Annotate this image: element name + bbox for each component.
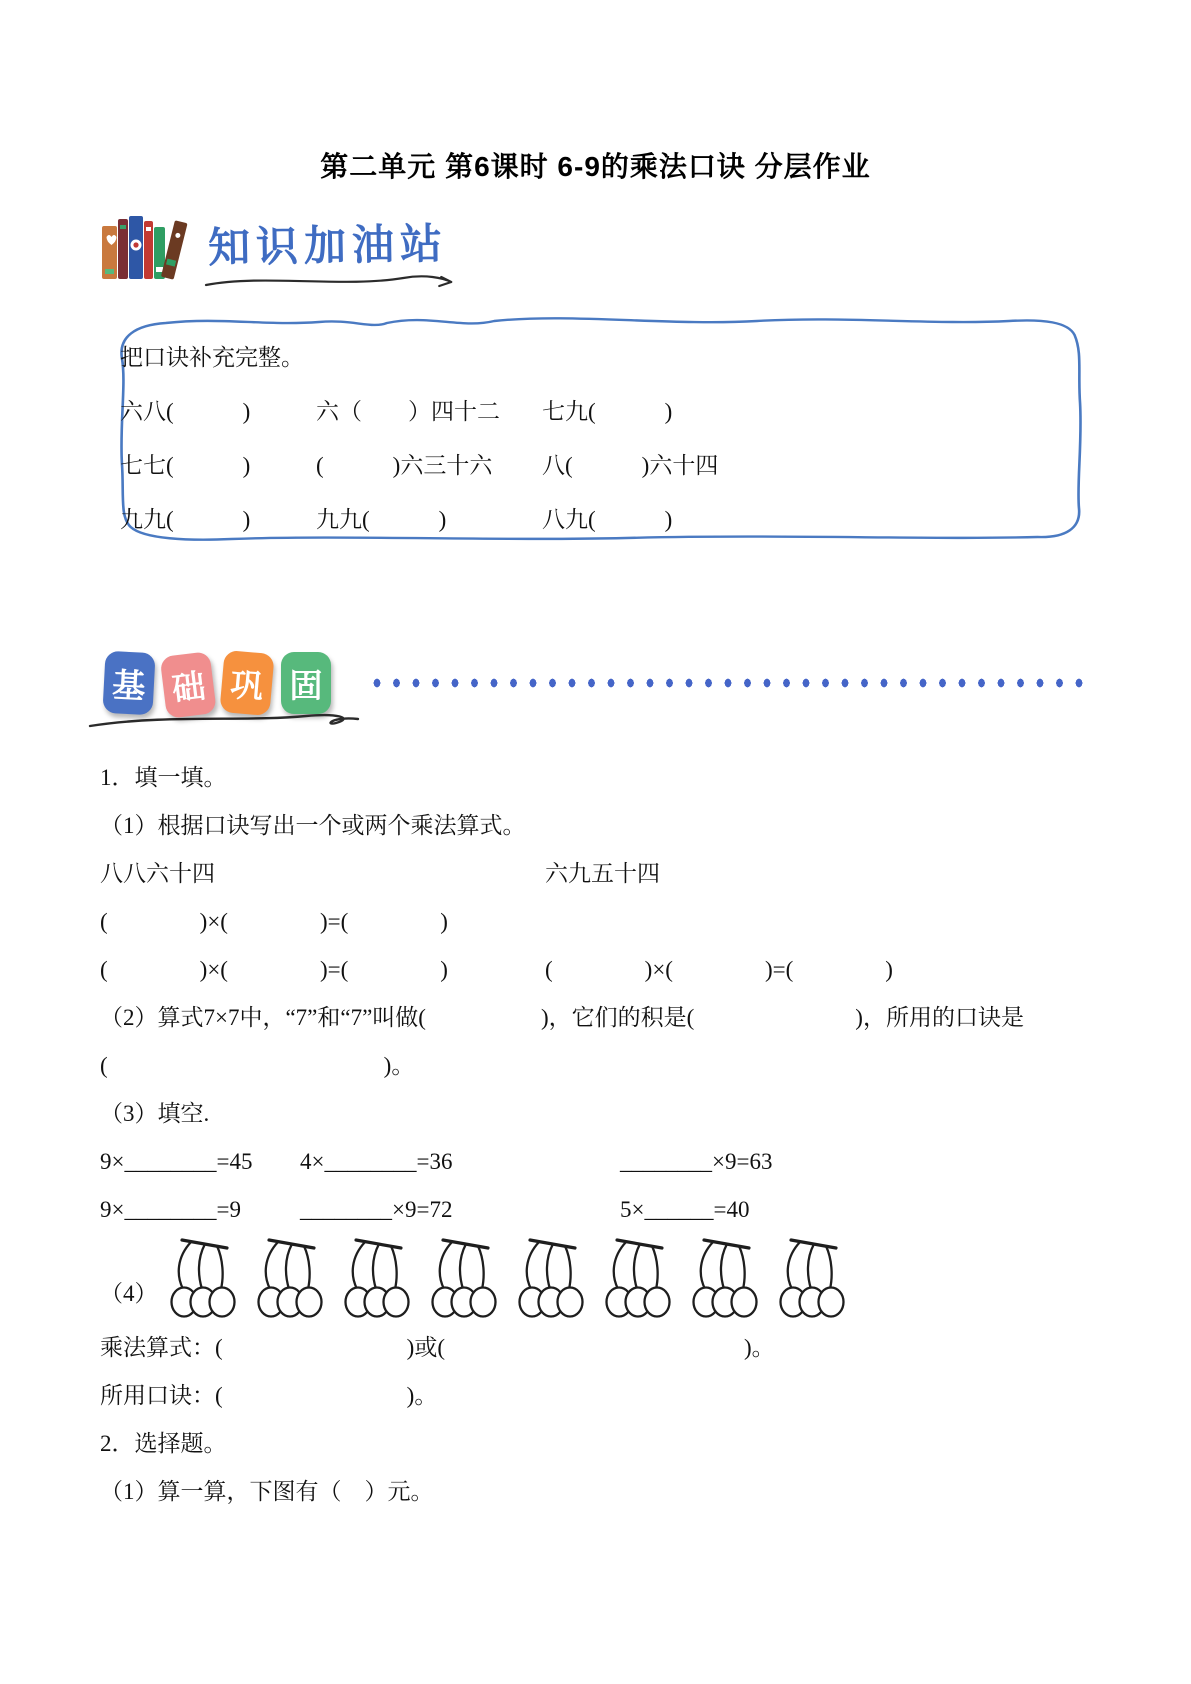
cherry-bunch-icon <box>692 1231 758 1319</box>
q1-eq-row2-right: ( )×( )=( ) <box>545 957 893 982</box>
mnemonic-phrase-left: 八八六十四 <box>100 861 215 886</box>
mnemonic-instruction: 把口诀补充完整。 <box>120 345 304 370</box>
mnemonic-cell: 八九( ) <box>542 507 673 532</box>
mnemonic-cell: 六（ ）四十二 <box>316 399 500 424</box>
cherry-bunch-icon <box>344 1231 410 1319</box>
q1-eq-row2 <box>100 955 1091 985</box>
section-tile: 础 <box>160 651 217 719</box>
mnemonic-cell: 七九( ) <box>542 399 673 424</box>
q1-part2-line1: （2）算式7×7中，“7”和“7”叫做( )，它们的积是( )，所用的口诀是 <box>100 1005 1024 1030</box>
q1-part4 <box>100 1231 1091 1319</box>
fill-blank-equation: 9×________=45 <box>100 1149 253 1174</box>
q1-part2-line2: ( )。 <box>100 1053 415 1078</box>
q1-part3-row2 <box>100 1195 1091 1225</box>
mnemonic-phrase-right: 六九五十四 <box>545 861 660 886</box>
fill-blank-equation: ________×9=63 <box>620 1149 773 1174</box>
mnemonic-box <box>100 313 1091 545</box>
cherry-bunch-icon <box>431 1231 497 1319</box>
underline-swoosh-icon <box>204 269 463 293</box>
cherry-bunch-icon <box>257 1231 323 1319</box>
books-icon <box>100 213 192 283</box>
cherry-bunch-icon <box>605 1231 671 1319</box>
q1-part3-label: （3）填空. <box>100 1101 210 1126</box>
q1-part4-label: （4） <box>100 1281 158 1306</box>
page-title: 第二单元 第6课时 6-9的乘法口诀 分层作业 <box>320 151 871 182</box>
mnemonic-cell: 九九( ) <box>316 507 447 532</box>
q1-part1-phrases <box>100 859 1091 889</box>
section-tile: 固 <box>281 652 331 714</box>
fill-blank-equation: 9×________=9 <box>100 1197 241 1222</box>
mnemonic-row <box>120 501 1071 534</box>
q1-heading: 1．填一填。 <box>100 765 227 790</box>
cherry-bunches <box>170 1231 845 1319</box>
section-tile: 基 <box>102 651 155 716</box>
fill-blank-equation: 5×______=40 <box>620 1197 750 1222</box>
q1-eq-row2-left: ( )×( )=( ) <box>100 957 448 982</box>
section-tile: 巩 <box>219 650 274 716</box>
q1-part1-label: （1）根据口诀写出一个或两个乘法算式。 <box>100 813 526 838</box>
mnemonic-cell: ( )六三十六 <box>316 453 493 478</box>
q2-heading: 2．选择题。 <box>100 1431 227 1456</box>
mnemonic-cell: 八( )六十四 <box>542 453 719 478</box>
fill-blank-equation: ________×9=72 <box>300 1197 453 1222</box>
mnemonic-cell: 六八( ) <box>120 399 251 424</box>
mnemonic-row <box>120 393 1071 426</box>
mnemonic-cell: 七七( ) <box>120 453 251 478</box>
dotted-line <box>371 677 1087 689</box>
mnemonic-row <box>120 447 1071 480</box>
knowledge-station-header <box>100 209 1091 283</box>
q1-eq-row1: ( )×( )=( ) <box>100 909 448 934</box>
cherry-bunch-icon <box>518 1231 584 1319</box>
section-basic-header <box>100 645 1091 721</box>
q2-part1-label: （1）算一算，下图有（ ）元。 <box>100 1479 434 1504</box>
section-tiles <box>100 652 331 714</box>
mnemonic-cell: 九九( ) <box>120 507 251 532</box>
q1-part4-line1: 乘法算式：( )或( )。 <box>100 1335 775 1360</box>
q1-part4-line2: 所用口诀：( )。 <box>100 1383 438 1408</box>
fill-blank-equation: 4×________=36 <box>300 1149 453 1174</box>
knowledge-station-title: 知识加油站 <box>207 219 449 272</box>
q1-part3-row1 <box>100 1147 1091 1177</box>
cherry-bunch-icon <box>170 1231 236 1319</box>
cherry-bunch-icon <box>779 1231 845 1319</box>
